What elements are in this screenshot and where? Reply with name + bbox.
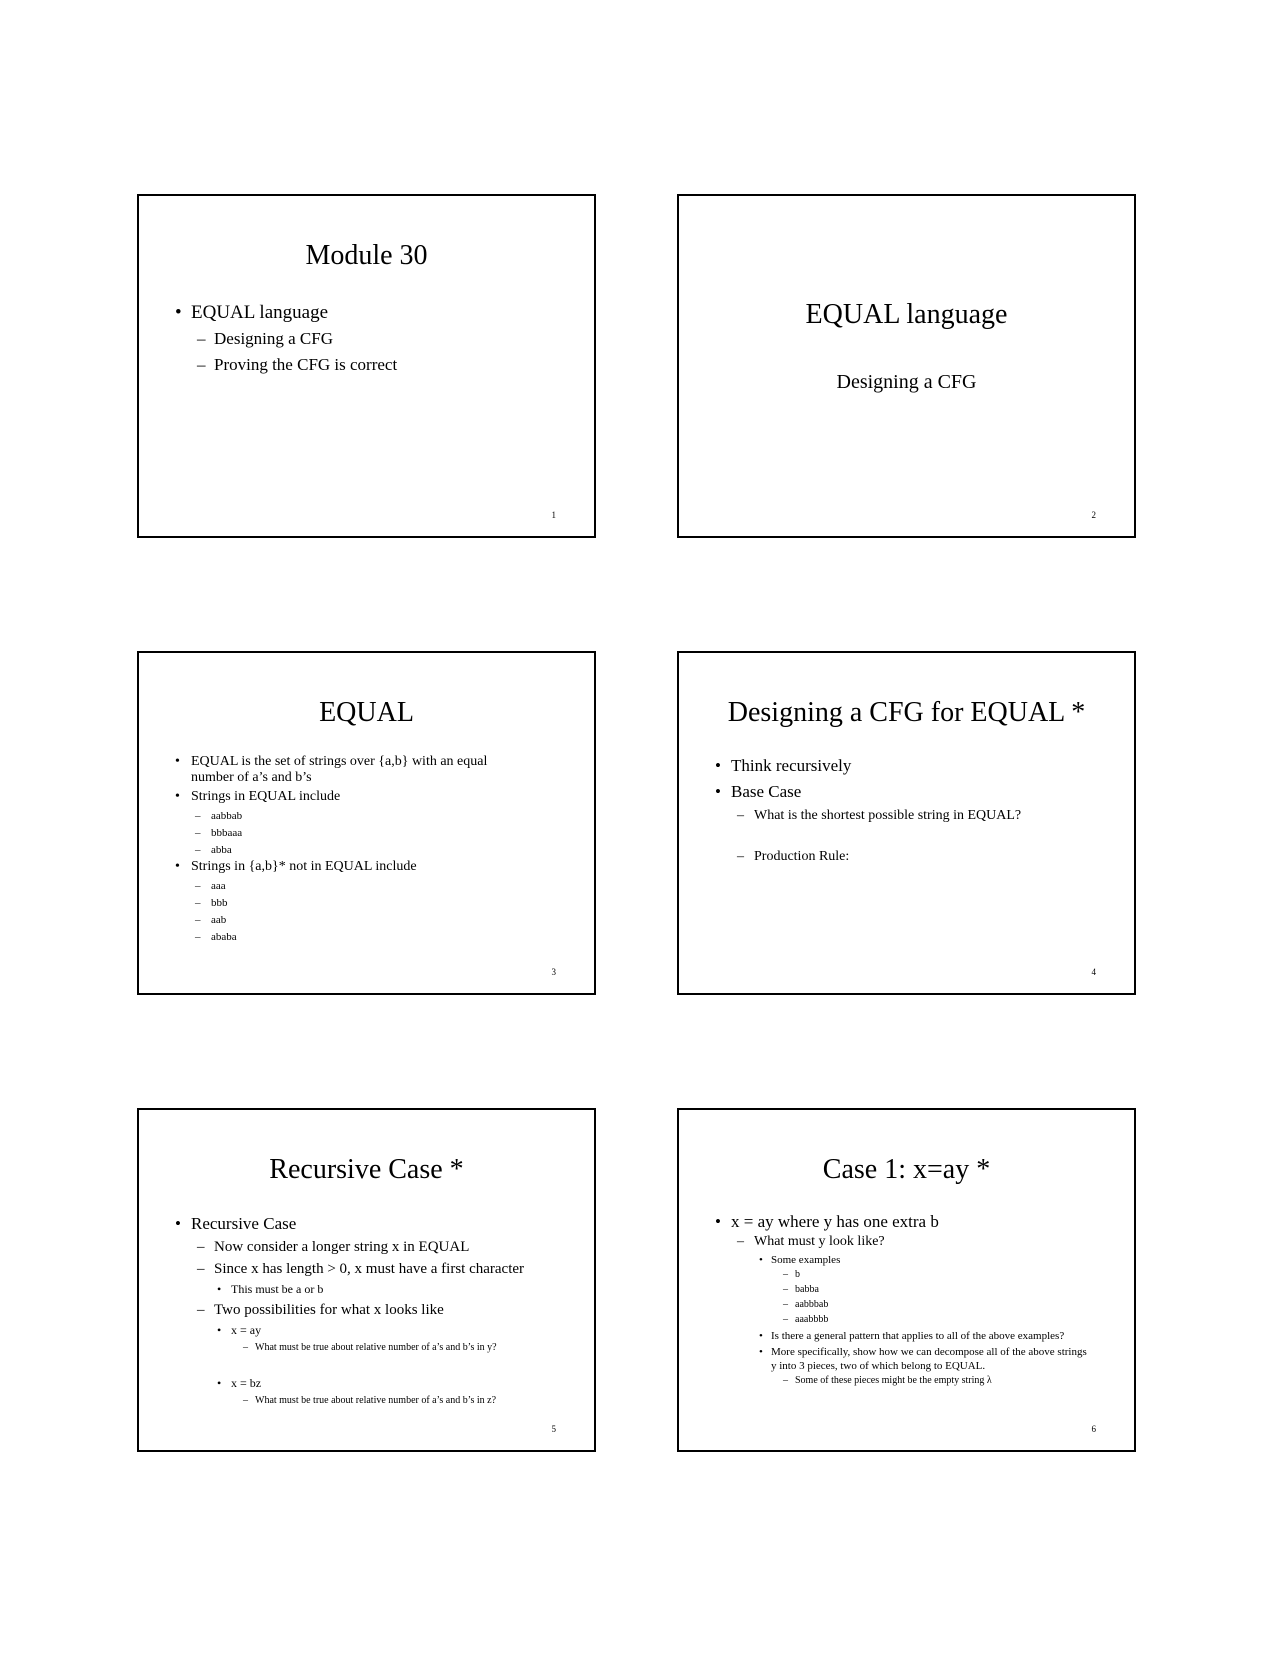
slide-5 <box>137 1108 596 1452</box>
slide-body <box>175 1212 574 1409</box>
slide-6 <box>677 1108 1136 1452</box>
slide-4 <box>677 651 1136 995</box>
sub-bullet: – bbb <box>195 897 228 909</box>
slide-title: Designing a CFG for EQUAL * <box>727 697 1086 728</box>
slide-body <box>715 753 1114 868</box>
level4-bullet: – Some of these pieces might be the empty string λ <box>783 1375 992 1386</box>
slide-number: 5 <box>551 1424 556 1434</box>
bullet: • EQUAL language <box>175 302 328 323</box>
slide-title: Module 30 <box>305 240 428 271</box>
sub-bullet: – aab <box>195 914 227 926</box>
slide-body <box>715 1211 1114 1388</box>
slide-title: EQUAL language <box>805 299 1008 330</box>
sub-bullet: – What must y look like? <box>737 1234 885 1249</box>
slide-number: 3 <box>551 967 556 977</box>
sub-bullet: – aabbab <box>195 810 243 822</box>
sub-bullet: – Production Rule: <box>737 849 850 864</box>
slide-title: EQUAL <box>319 697 414 728</box>
bullet: • Think recursively <box>715 756 852 775</box>
sub-bullet: – What is the shortest possible string in EQUAL? <box>737 808 1022 823</box>
slide-number: 1 <box>551 510 556 520</box>
sub-bullet: – Designing a CFG <box>197 329 333 348</box>
sub-bullet: – aaa <box>195 880 226 892</box>
example-string: – aaabbbb <box>783 1314 829 1325</box>
slide-title: Recursive Case * <box>269 1154 464 1185</box>
slide-body <box>175 300 574 378</box>
slide-body <box>175 754 574 946</box>
slide-3 <box>137 651 596 995</box>
sub-sub-bullet: • x = bz <box>217 1376 262 1390</box>
sub-sub-bullet: • Is there a general pattern that applies to all of the above examples? <box>759 1330 1065 1342</box>
example-string: – b <box>783 1269 800 1280</box>
sub-sub-bullet: • x = ay <box>217 1323 262 1337</box>
sub-sub-bullet: • Some examples <box>759 1254 841 1266</box>
level4-bullet: – What must be true about relative number of a’s and b’s in y? <box>243 1342 497 1353</box>
sub-bullet: – Now consider a longer string x in EQUAL <box>197 1239 470 1255</box>
slide-number: 4 <box>1091 967 1096 977</box>
sub-sub-bullet: • More specifically, show how we can decompose all of the above strings y into 3 pieces, two of which belong to EQUAL. <box>759 1346 1087 1372</box>
slide-number: 2 <box>1091 510 1096 520</box>
bullet: • Recursive Case <box>175 1214 297 1233</box>
slide-number: 6 <box>1091 1424 1096 1434</box>
sub-bullet: – Proving the CFG is correct <box>197 355 398 374</box>
slide-subtitle: Designing a CFG <box>836 371 977 393</box>
sub-bullet: – abba <box>195 844 232 856</box>
sub-sub-bullet: • This must be a or b <box>217 1282 324 1296</box>
sub-bullet: – Since x has length > 0, x must have a first character <box>197 1261 525 1277</box>
bullet: • EQUAL is the set of strings over {a,b} with an equal number of a’s and b’s <box>175 754 488 785</box>
bullet: • Strings in {a,b}* not in EQUAL include <box>175 859 417 874</box>
bullet: • Strings in EQUAL include <box>175 789 341 804</box>
slide-title: Case 1: x=ay * <box>822 1154 991 1185</box>
sub-bullet: – bbbaaa <box>195 827 243 839</box>
slide-2 <box>677 194 1136 538</box>
slide-1 <box>137 194 596 538</box>
example-string: – babba <box>783 1284 819 1295</box>
bullet: • x = ay where y has one extra b <box>715 1212 939 1231</box>
sub-bullet: – Two possibilities for what x looks like <box>197 1302 444 1318</box>
example-string: – aabbbab <box>783 1299 829 1310</box>
level4-bullet: – What must be true about relative number of a’s and b’s in z? <box>243 1395 497 1406</box>
bullet: • Base Case <box>715 782 802 801</box>
sub-bullet: – ababa <box>195 931 237 943</box>
